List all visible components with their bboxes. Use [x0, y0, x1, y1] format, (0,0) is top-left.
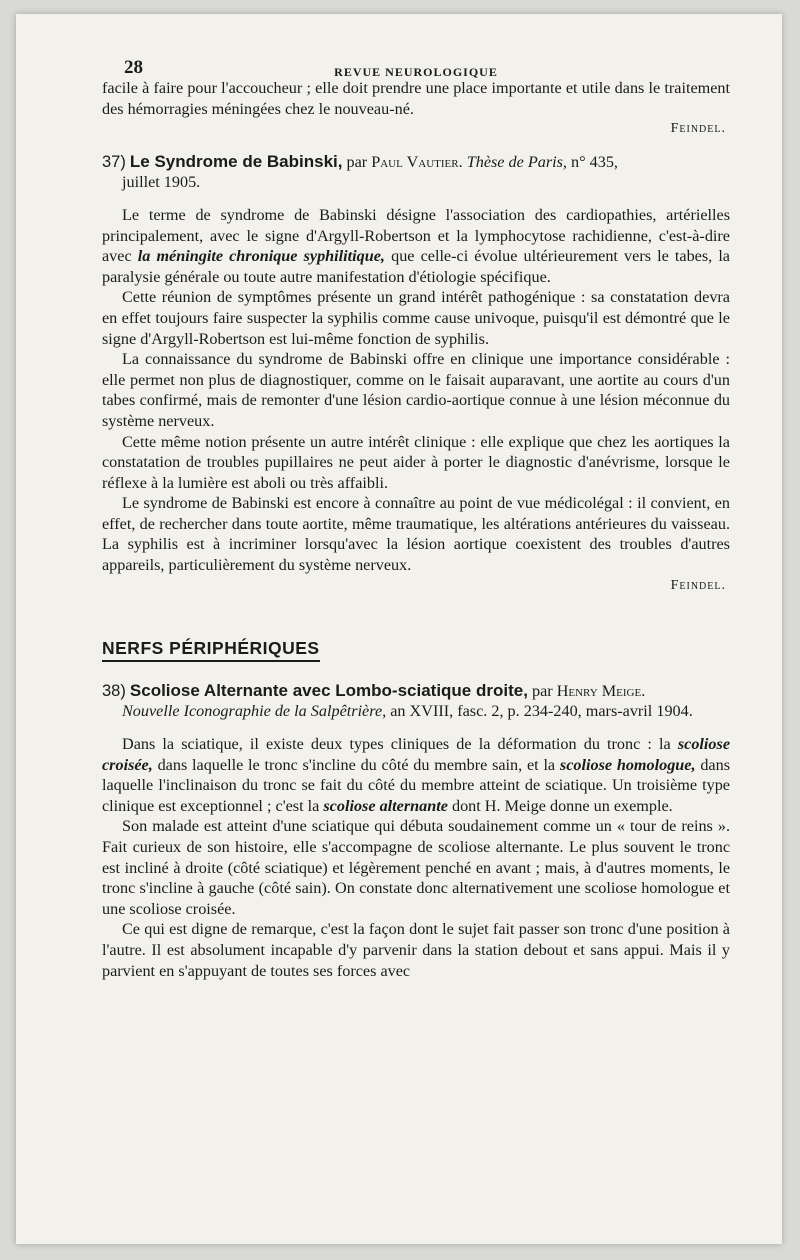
article-38-paragraph-2: Son malade est atteint d'une sciatique qui débuta soudainement comme un « tour de reins ». Fait curieux de son histoire, elle s'accompagne de scoliose alternante. Le plus souvent le tronc est incliné à droite (côté sciatique) et légèrement penché en avant ; mais, à d'autres moments, le tronc s'incline à gauche (côté sain). On constate donc alternativement une scoliose homologue et une scoliose croisée. — [102, 817, 730, 918]
running-head — [102, 50, 730, 78]
emphasis-scoliose-croisee: scoliose croisée, — [102, 735, 731, 774]
page-content — [102, 50, 730, 981]
article-37-paragraph-4: Cette même notion présente un autre intérêt clinique : elle explique que chez les aortiques la constatation de troubles pupillaires ne peut aider à porter le diagnostic d'anévrisme, lorsque le réflexe à la lumière est aboli ou très affaibli. — [102, 432, 730, 492]
article-source: Nouvelle Iconographie de la Salpêtrière, — [122, 702, 387, 721]
article-number: 37) — [102, 152, 126, 171]
article-details: an XVIII, fasc. 2, p. 234-240, mars-avril 1904. — [390, 702, 693, 721]
article-37-paragraph-5: Le syndrome de Babinski est encore à connaître au point de vue médicolégal : il convient, en effet, de rechercher dans toute aortite, même traumatique, les altérations antérieures du vaisseau. La syphilis est à incriminer lorsqu'avec la lésion aortique coexistent des troubles d'autres appareils, particulièrement du système nerveux. — [102, 494, 730, 575]
article-38-paragraph-3: Ce qui est digne de remarque, c'est la façon dont le sujet fait passer son tronc d'une position à l'autre. Il est absolument incapable d'y parvenir dans la station debout et sans appui. Mais il y parvient en s'appuyant de toutes ses forces avec — [102, 920, 730, 980]
journal-title: REVUE NEUROLOGIQUE — [334, 65, 498, 79]
article-title: Scoliose Alternante avec Lombo-sciatique droite, — [129, 680, 528, 700]
signature-feindel-1: Feindel. — [670, 121, 726, 137]
article-author: Henry Meige. — [556, 681, 646, 700]
article-date: juillet 1905. — [122, 173, 201, 192]
article-37-paragraph-2: Cette réunion de symptômes présente un grand intérêt pathogénique : sa constatation devra en effet toujours faire suspecter la syphilis comme cause univoque, puisqu'il est démontré que le signe d'Argyll-Robertson est lui-même fonction de syphilis. — [102, 288, 730, 348]
page-number: 28 — [124, 57, 143, 78]
section-heading: NERFS PÉRIPHÉRIQUES — [102, 638, 730, 659]
article-37-paragraph-3: La connaissance du syndrome de Babinski offre en clinique une importance considérable : elle permet non plus de diagnostiquer, comme on le faisait auparavant, une aortite au cours d'un tabes confirmé, mais de remonter d'une lésion cardio-aortique connue à une lésion méconnue du système nerveux. — [102, 350, 730, 430]
article-38-paragraph-1: Dans la sciatique, il existe deux types cliniques de la déformation du tronc : la scoliose croisée, dans laquelle le tronc s'incline du côté du membre sain, et la scoliose homologue, dans laquelle l'inclinaison du tronc se fait du côté du membre atteint de sciatique. Un troisième type clinique est exceptionnel ; c'est la scoliose alternante dont H. Meige donne un exemple. — [102, 735, 731, 815]
article-by: par — [346, 152, 368, 171]
signature-feindel-2: Feindel. — [670, 577, 726, 593]
page-sheet — [16, 14, 782, 1244]
article-38-heading — [102, 681, 730, 722]
article-title: Le Syndrome de Babinski, — [129, 151, 343, 171]
continued-paragraph: facile à faire pour l'accoucheur ; elle doit prendre une place importante et utile dans le traitement des hémorragies méningées chez le nouveau-né. — [102, 79, 730, 118]
article-37-heading — [102, 152, 730, 193]
article-source: Thèse de Paris, — [466, 152, 567, 171]
emphasis-scoliose-alternante: scoliose alternante — [323, 796, 448, 815]
article-issue: n° 435, — [571, 152, 618, 171]
article-37-paragraph-1: Le terme de syndrome de Babinski désigne l'association des cardiopathies, artérielles principalement, avec le signe d'Argyll-Robertson et la lymphocytose rachidienne, c'est-à-dire avec la méningite chronique syphilitique, que celle-ci évolue ultérieurement vers le tabes, la paralysie générale ou toute autre manifestation d'étiologie spécifique. — [102, 205, 730, 286]
emphasis-meningite: la méningite chronique syphilitique, — [137, 247, 385, 266]
article-by: par — [531, 681, 553, 700]
article-author: Paul Vautier. — [371, 152, 463, 171]
article-number: 38) — [102, 681, 126, 700]
emphasis-scoliose-homologue: scoliose homologue, — [559, 755, 696, 774]
